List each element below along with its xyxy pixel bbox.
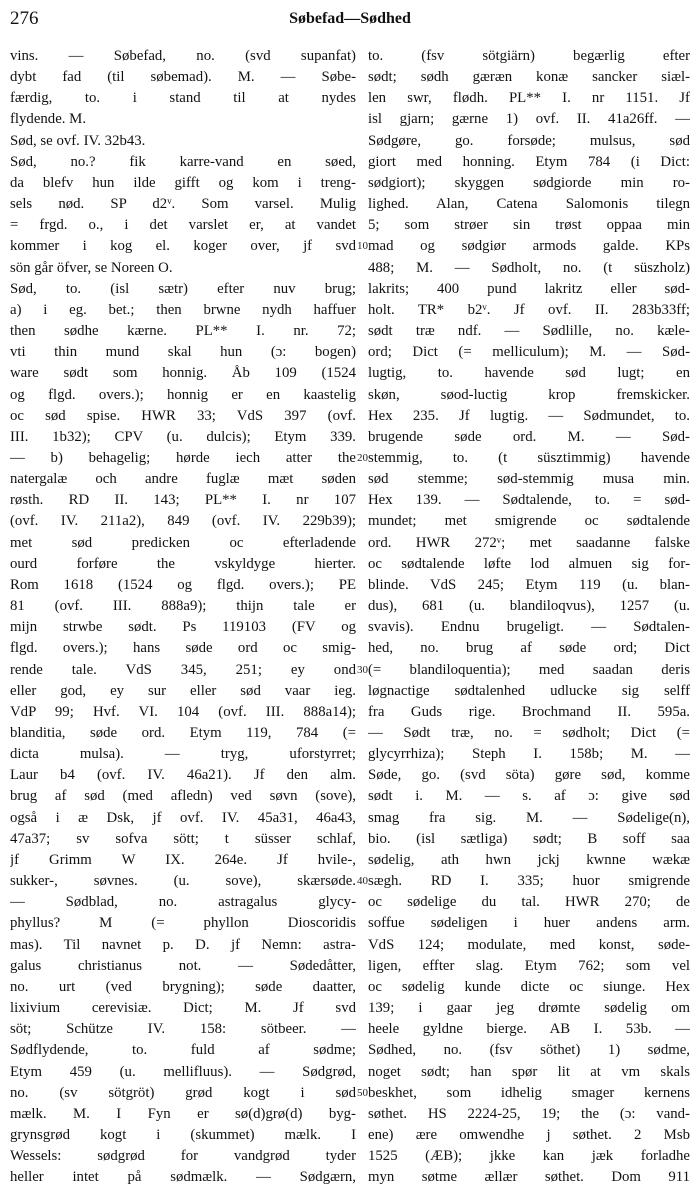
left-column-line: flgd. overs.); hans søde ord oc smig- [10, 640, 356, 657]
right-column-line: svavis). Endnu brugeligt. — Sødtalen- [368, 619, 690, 636]
left-column-line: — b) behagelig; hørde iech atter the [10, 449, 356, 466]
right-column-line: blinde. VdS 245; Etym 119 (u. blan- [368, 576, 690, 593]
right-column-line: sødt; sødh gæræn konæ sancker siæl- [368, 69, 690, 86]
left-column-line: jf Grimm W IX. 264e. Jf hvile-, [10, 851, 356, 868]
line-number-marker: 20 [357, 452, 368, 465]
left-column-line: færdig, to. i stand til at nydes [10, 90, 356, 107]
left-column-line: (ovf. IV. 211a2), 849 (ovf. IV. 229b39); [10, 513, 356, 530]
right-column-line: — Sødt træ, no. = sødholt; Dict (= [368, 725, 690, 741]
left-column-line: Sødflydende, to. fuld af sødme; [10, 1042, 356, 1059]
left-column-line: mijn strwbe sødt. Ps 119103 (FV og [10, 619, 356, 636]
right-column-line: noget sødt; han spør lit at vm skals [368, 1063, 690, 1080]
left-column-line: — Sødblad, no. astragalus glycy- [10, 894, 356, 911]
right-column-line: 488; M. — Sødholt, no. (t süszholz) [368, 259, 690, 276]
right-column-line: bio. (isl sætliga) sødt; B soff saa [368, 830, 690, 847]
right-column-line: VdS 124; modulate, med konst, søde- [368, 936, 690, 953]
right-column-line: holt. TR* b2ᵛ. Jf ovf. II. 283b33ff; [368, 301, 690, 318]
right-column-line: giort med honning. Etym 784 (i Dict: [368, 153, 690, 170]
right-column-line: sægh. RD I. 335; huor smigrende [368, 873, 690, 890]
left-column-line: og flgd. overs.); honnig er en kaastelig [10, 386, 356, 403]
left-column-line: eller god, ey sur eller sød vaar ieg. [10, 682, 356, 699]
left-column-line: kommer i kog el. koger over, jf svd [10, 238, 356, 255]
right-column-line: lakrits; 400 pund lakritz eller sød- [368, 280, 690, 297]
right-column-line: oc sødelige du tal. HWR 270; de [368, 894, 690, 911]
left-column-line: söt; Schütze IV. 158: sötbeer. — [10, 1021, 356, 1038]
right-column-line: Søde, go. (svd söta) gøre sød, komme [368, 767, 690, 784]
left-column-line: da blefv hun ilde gifft og kom i treng- [10, 174, 356, 191]
right-column-line: sødt i. M. — s. af ɔ: give sød [368, 788, 690, 805]
line-number-marker: 50 [357, 1086, 368, 1099]
right-column-line: ene) ære omwendhe j søthet. 2 Msb [368, 1126, 690, 1143]
left-column-line: Sød, se ovf. IV. 32b43. [10, 132, 146, 149]
left-column-line: mas). Til navnet p. D. jf Nemn: astra- [10, 936, 356, 953]
right-column-line: 5; som strøer sin trøst oppaa min [368, 217, 690, 234]
right-column-line: sødgiort); skyggen sødgiorde min ro- [368, 174, 690, 191]
right-column-line: isl gjarn; gærne 1) ovf. II. 41a26ff. — [368, 111, 690, 128]
left-column-line: sukker-, søvnes. (u. sove), skærsøde. [10, 873, 356, 890]
line-number-marker: 10 [357, 240, 368, 253]
right-column-line: fra Guds rige. Brochmand II. 595a. [368, 703, 690, 720]
right-column-line: hed, no. brug af søde ord; Dict [368, 640, 690, 657]
right-column-line: søthet. HS 2224-25, 19; the (ɔ: vand- [368, 1105, 690, 1122]
running-head: Søbefad—Sødhed [289, 10, 411, 27]
left-column-line: no. urt (ved brygning); søde daatter, [10, 978, 356, 995]
right-column-line: oc sødtalende løfte lod almuen sig for- [368, 555, 690, 572]
right-column-line: heele gyldne bierge. AB I. 53b. — [368, 1021, 690, 1038]
left-column-line: brug af sød (med afledn) ved søvn (sove), [10, 788, 356, 805]
left-column-line: Sød, no.? fik karre-vand en søed, [10, 153, 356, 170]
right-column-line: 139; i gaar jeg drømte sødelig om [368, 1000, 690, 1017]
right-column-line: sødt træ ndf. — Sødlille, no. kæle- [368, 323, 690, 340]
left-column-line: galus christianus not. — Sødedåtter, [10, 957, 356, 974]
right-column-line: ord; Dict (= melliculum); M. — Sød- [368, 344, 690, 361]
left-column-line: rende tale. VdS 345, 251; ey ond [10, 661, 356, 678]
left-column-line: grynsgrød kogt i (skummet) mælk. I [10, 1126, 356, 1143]
left-column-line: Sød, to. (isl sætr) efter nuv brug; [10, 280, 356, 297]
right-column-line: stemmig, to. (t süsztimmig) havende [368, 449, 690, 466]
page-number: 276 [10, 8, 39, 29]
left-column-line: vti thin mund skal hun (ɔ: bogen) [10, 344, 356, 361]
left-column-line: dybt fad (til søbemad). M. — Søbe- [10, 69, 356, 86]
left-column-line: sels nød. SP d2ᵛ. Som varsel. Mulig [10, 196, 356, 213]
right-column-line: brugende søde ord. M. — Sød- [368, 428, 690, 445]
right-column-line: myn søtme ællær søthet. Dom 911 [368, 1169, 690, 1186]
right-column-line: glycyrrhiza); Steph I. 158b; M. — [368, 746, 690, 763]
page-header [0, 8, 700, 36]
right-column-line: ord. HWR 272ᵛ; met saadanne falske [368, 534, 690, 551]
right-column-line: 1525 (ÆB); jkke kan jæk forladhe [368, 1148, 690, 1165]
left-column-line: sön går öfver, se Noreen O. [10, 259, 173, 276]
right-column-line: to. (fsv sötgiärn) begærlig efter [368, 48, 690, 64]
left-column-line: then sødhe kærne. PL** I. nr. 72; [10, 323, 356, 340]
left-column [10, 46, 356, 1188]
right-column-line: mad og sødgiør armods galde. KPs [368, 238, 690, 255]
right-column-line: smag fra sig. M. — Sødelige(n), [368, 809, 690, 826]
right-column-line: lugtig, to. havende sød lugt; en [368, 365, 690, 382]
left-column-line: dicta mulsa). — tryg, uforstyrret; [10, 746, 356, 763]
left-column-line: ourd forføre the vskyldyge hierter. [10, 555, 356, 572]
left-column-line: = frgd. o., i det varslet er, at vandet [10, 217, 356, 234]
right-column-line: Hex 235. Jf lugtig. — Sødmundet, to. [368, 407, 690, 424]
right-column-line: Sødhed, no. (fsv söthet) 1) sødme, [368, 1042, 690, 1059]
left-column-line: også i æ Dsk, jf ovf. IV. 45a31, 46a43, [10, 809, 356, 826]
left-column-line: no. (sv sötgröt) grød kogt i sød [10, 1084, 356, 1101]
left-column-line: 81 (ovf. III. 888a9); thijn tale er [10, 598, 356, 615]
left-column-line: blanditia, søde ord. Etym 119, 784 (= [10, 725, 356, 741]
right-column-line: sødelig, ath hwn jckj kwnne wækæ [368, 851, 690, 868]
line-number-marker: 40 [357, 875, 368, 888]
right-column-line: len swr, flødh. PL** I. nr 1151. Jf [368, 90, 690, 107]
right-column-line: dus), 681 (u. blandiloqvus), 1257 (u. [368, 598, 690, 615]
right-column-line: ligen, effter slag. Etym 762; som vel [368, 957, 690, 974]
right-column-line: Hex 139. — Sødtalende, to. = sød- [368, 492, 690, 509]
right-column-line: mundet; met smigrende oc sødtalende [368, 513, 690, 530]
right-column-line: beskhet, som idhelig smager kernens [368, 1084, 690, 1101]
left-column-line: VdP 99; Hvf. VI. 104 (ovf. III. 888a14); [10, 703, 356, 720]
left-column-line: lixivium cerevisiæ. Dict; M. Jf svd [10, 1000, 356, 1017]
left-column-line: heller intet på sødmælk. — Sødgærn, [10, 1169, 356, 1186]
left-column-line: met sød predicken oc efterladende [10, 534, 356, 551]
line-number-marker: 30 [357, 663, 368, 676]
left-column-line: mælk. M. I Fyn er sø(d)grø(d) byg- [10, 1105, 356, 1122]
left-column-line: røsth. RD II. 143; PL** I. nr 107 [10, 492, 356, 509]
left-column-line: a) i eg. bet.; then brwne nydh haffuer [10, 301, 356, 318]
right-column-line: løgnactige sødtalenhed udlucke sig selff [368, 682, 690, 699]
left-column-line: 47a37; sv sofva sött; t süsser schlaf, [10, 830, 356, 847]
right-column [368, 46, 690, 1188]
left-column-line: Rom 1618 (1524 og flgd. overs.); PE [10, 576, 356, 593]
left-column-line: natergalæ och andre fuglæ mæt søden [10, 471, 356, 488]
left-column-line: ware sødt som honnig. Åb 109 (1524 [10, 365, 356, 382]
right-column-line: Sødgøre, go. forsøde; mulsus, sød [368, 132, 690, 149]
left-column-line: Wessels: sødgrød for vandgrød tyder [10, 1148, 356, 1165]
left-column-line: Etym 459 (u. mellifluus). — Sødgrød, [10, 1063, 356, 1080]
left-column-line: Laur b4 (ovf. IV. 46a21). Jf den alm. [10, 767, 356, 784]
right-column-line: skøn, søod-luctig krop fremskicker. [368, 386, 690, 403]
right-column-line: lighed. Alan, Catena Salomonis tilegn [368, 196, 690, 213]
left-column-line: III. 1b32); CPV (u. dulcis); Etym 339. [10, 428, 356, 445]
right-column-line: soffue sødeligen i huer andens arm. [368, 915, 690, 932]
left-column-line: oc sød spise. HWR 33; VdS 397 (ovf. [10, 407, 356, 424]
left-column-line: flydende. M. [10, 111, 87, 128]
left-column-line: phyllus? M (= phyllon Dioscoridis [10, 915, 356, 932]
right-column-line: sød stemme; sød-stemmig musa min. [368, 471, 690, 488]
left-column-line: vins. — Søbefad, no. (svd supanfat) [10, 48, 356, 64]
right-column-line: (= blandiloquentia); med saadan deris [368, 661, 690, 678]
right-column-line: oc sødelig kunde dicte oc siunge. Hex [368, 978, 690, 995]
